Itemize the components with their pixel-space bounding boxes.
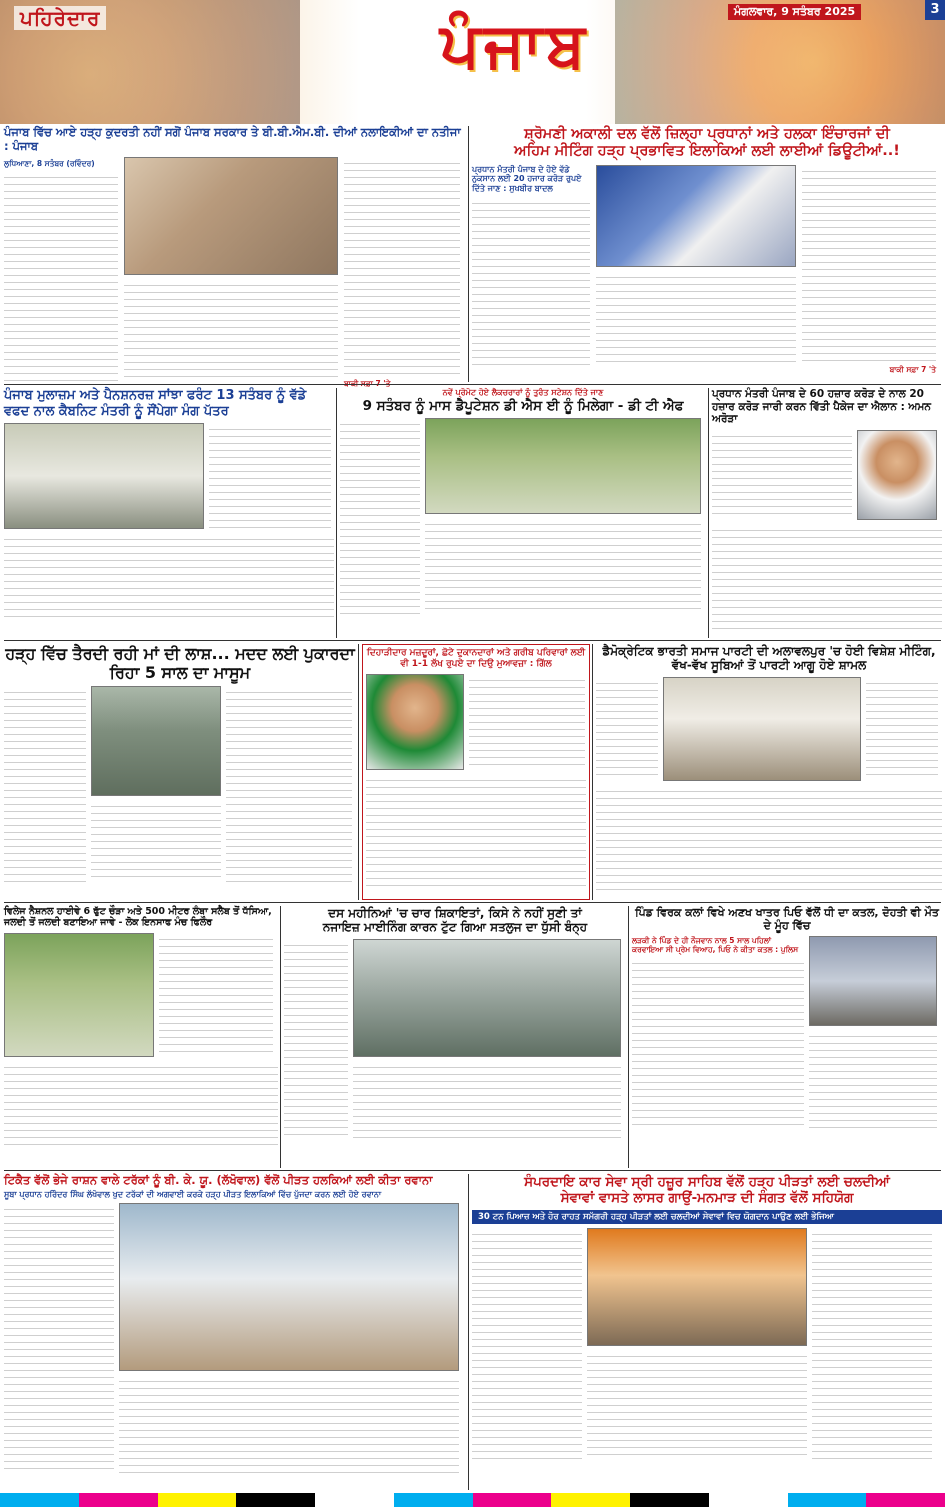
story-headline-line1: ਸੰਪਰਦਾਇ ਕਾਰ ਸੇਵਾ ਸ੍ਰੀ ਹਜ਼ੂਰ ਸਾਹਿਬ ਵੱਲੋਂ ਹੜ੍ਹ ਪੀੜਤਾਂ ਲਈ ਚਲਦੀਆਂ [524, 1174, 890, 1190]
story-headline: ਦਿਹਾੜੀਦਾਰ ਮਜ਼ਦੂਰਾਂ, ਛੋਟੇ ਦੁਕਾਨਦਾਰਾਂ ਅਤੇ ਗਰੀਬ ਪਰਿਵਾਰਾਂ ਲਈ ਵੀ 1-1 ਲੱਖ ਰੁਪਏ ਦਾ ਦਿਉ ਮੁਆਵਜ਼ਾ : ਗਿੱਲ [366, 648, 586, 669]
story-photo [91, 686, 221, 796]
body-text-placeholder [596, 677, 658, 781]
story-headline-line2: ਅਹਿਮ ਮੀਟਿੰਗ ਹੜ੍ਹ ਪ੍ਰਭਾਵਿਤ ਇਲਾਕਿਆਂ ਲਈ ਲਾਈਆਂ ਡਿਊਟੀਆਂ..! [514, 143, 900, 160]
body-text-placeholder [344, 157, 460, 379]
story-photo [425, 418, 701, 514]
story-subhead: ਸੂਬਾ ਪ੍ਰਧਾਨ ਹਰਿੰਦਰ ਸਿੰਘ ਲੱਖੋਵਾਲ ਖੁਦ ਟਰੱਕਾਂ ਦੀ ਅਗਵਾਈ ਕਰਕੇ ਹੜ੍ਹ ਪੀੜਤ ਇਲਾਕਿਆਂ ਵਿੱਚ ਪੁੱਜਦਾ ਕਰਨ ਲਈ ਹੋਏ ਰਵਾਨਾ [4, 1189, 382, 1199]
masthead [0, 0, 945, 124]
story-employees-front [4, 388, 334, 638]
story-gill-compensation [362, 644, 590, 900]
story-bku-trucks [4, 1174, 466, 1490]
body-text-placeholder [159, 933, 273, 1057]
story-photo [353, 939, 621, 1057]
story-photo [587, 1228, 807, 1346]
body-text-placeholder [4, 686, 86, 882]
story-photo [124, 157, 338, 275]
body-text-placeholder [587, 1350, 807, 1460]
row-divider [4, 902, 941, 903]
body-text-placeholder [91, 800, 221, 882]
body-text-placeholder [472, 1228, 582, 1460]
story-akali-dal-meeting [472, 126, 942, 382]
body-text-placeholder [469, 674, 585, 770]
body-text-placeholder [632, 957, 804, 1127]
body-text-placeholder [226, 686, 352, 882]
story-highway-collapse [4, 906, 278, 1168]
story-headline-line1: ਦਸ ਮਹੀਨਿਆਂ 'ਚ ਚਾਰ ਸ਼ਿਕਾਇਤਾਂ, ਕਿਸੇ ਨੇ ਨਹੀਂ ਸੁਣੀ ਤਾਂ [328, 906, 582, 920]
column-divider [468, 1174, 469, 1490]
issue-date: ਮੰਗਲਵਾਰ, 9 ਸਤੰਬਰ 2025 [728, 4, 861, 20]
story-headline: ਪ੍ਰਧਾਨ ਮੰਤਰੀ ਪੰਜਾਬ ਦੇ 60 ਹਜ਼ਾਰ ਕਰੋੜ ਦੇ ਨਾਲ 20 ਹਜ਼ਾਰ ਕਰੋੜ ਜਾਰੀ ਕਰਨ ਵਿੱਤੀ ਪੈਕੇਜ ਦਾ ਐਲਾਨ : ਅਮਨ ਅਰੋੜਾ [712, 388, 931, 426]
body-text-placeholder [4, 1061, 278, 1147]
body-text-placeholder [596, 785, 942, 893]
story-subhead: ਪ੍ਰਧਾਨ ਮੰਤਰੀ ਪੰਜਾਬ ਦੇ ਹੋਏ ਵੱਡੇ ਨੁਕਸਾਨ ਲਈ 20 ਹਜਾਰ ਕਰੋੜ ਰੁਪਏ ਦਿੱਤੇ ਜਾਣ : ਸੁਖਬੀਰ ਬਾਦਲ [472, 164, 582, 193]
continued-label: ਬਾਕੀ ਸਫ਼ਾ 7 'ਤੇ [889, 364, 936, 374]
body-text-placeholder [809, 1030, 937, 1130]
story-headline: ਪਿੰਡ ਵਿਰਕ ਕਲਾਂ ਵਿਖੇ ਅਣਖ ਖਾਤਰ ਪਿਓ ਵੱਲੋਂ ਧੀ ਦਾ ਕਤਲ, ਦੋਹਤੀ ਵੀ ਮੌਤ ਦੇ ਮੂੰਹ ਵਿੱਚ [635, 906, 939, 933]
row-divider [4, 1170, 941, 1171]
column-divider [708, 388, 709, 638]
body-text-placeholder [340, 418, 420, 614]
story-photo [4, 933, 154, 1057]
column-divider [592, 644, 593, 900]
body-text-placeholder [472, 197, 590, 367]
body-text-placeholder [866, 677, 938, 781]
body-text-placeholder [425, 518, 701, 614]
body-text-placeholder [4, 533, 334, 621]
column-divider [336, 388, 337, 638]
story-dateline: ਲੁਧਿਆਣਾ, 8 ਸਤੰਬਰ (ਰਵਿੰਦਰ) [4, 158, 95, 168]
row-divider [4, 640, 941, 641]
story-headline: ਪੰਜਾਬ ਮੁਲਾਜ਼ਮ ਅਤੇ ਪੈਨਸ਼ਨਰਜ਼ ਸਾਂਝਾ ਫਰੰਟ 13 ਸਤੰਬਰ ਨੂੰ ਵੱਡੇ ਵਫਦ ਨਾਲ ਕੈਬਨਿਟ ਮੰਤਰੀ ਨੂੰ ਸੌਂਪੇਗਾ ਮੰਗ ਪੱਤਰ [4, 388, 307, 419]
story-photo [4, 423, 204, 529]
story-subhead: ਲੜਕੀ ਨੇ ਪਿੰਡ ਦੇ ਹੀ ਨੌਜਵਾਨ ਨਾਲ 5 ਸਾਲ ਪਹਿਲਾਂ ਕਰਵਾਇਆ ਸੀ ਪ੍ਰੇਮ ਵਿਆਹ, ਪਿਓ ਨੇ ਕੀਤਾ ਕਤਲ : ਪੁਲਿਸ [632, 936, 799, 955]
body-text-placeholder [209, 423, 331, 529]
story-flood-bbmb [4, 126, 466, 382]
story-headline-line1: ਸ਼੍ਰੋਮਣੀ ਅਕਾਲੀ ਦਲ ਵੱਲੋਂ ਜ਼ਿਲ੍ਹਾ ਪ੍ਰਧਾਨਾਂ ਅਤੇ ਹਲਕਾ ਇੰਚਾਰਜਾਂ ਦੀ [524, 126, 890, 142]
story-illegal-mining [284, 906, 626, 1168]
story-banner: 30 ਟਨ ਪਿਆਜ਼ ਅਤੇ ਹੋਰ ਰਾਹਤ ਸਮੱਗਰੀ ਹੜ੍ਹ ਪੀੜਤਾਂ ਲਈ ਚਲਦੀਆਂ ਸੇਵਾਵਾਂ ਵਿਚ ਯੋਗਦਾਨ ਪਾਉਣ ਲਈ ਭੇਜਿਆ [472, 1210, 942, 1224]
story-headline-line2: ਨਜਾਇਜ਼ ਮਾਈਨਿੰਗ ਕਾਰਨ ਟੁੱਟ ਗਿਆ ਸਤਲੁਜ ਦਾ ਧੁੱਸੀ ਬੰਨ੍ਹ [322, 920, 588, 935]
story-headline: ਡੈਮੋਕ੍ਰੇਟਿਕ ਭਾਰਤੀ ਸਮਾਜ ਪਾਰਟੀ ਦੀ ਅਲਾਵਲਪੁਰ 'ਚ ਹੋਈ ਵਿਸ਼ੇਸ਼ ਮੀਟਿੰਗ, ਵੱਖ-ਵੱਖ ਸੂਬਿਆਂ ਤੋਂ ਪਾਰਟੀ ਆਗੂ ਹੋਏ ਸ਼ਾਮਲ [602, 644, 936, 673]
story-kicker: ਨਵੇਂ ਪ੍ਰੋਮੋਟ ਹੋਏ ਲੈਕਚਰਾਰਾਂ ਨੂੰ ਤੁਰੰਤ ਸਟੇਸ਼ਨ ਦਿੱਤੇ ਜਾਣ [442, 388, 604, 397]
story-photo [663, 677, 861, 781]
story-democratic-party-meeting [596, 644, 942, 900]
story-photo [809, 936, 937, 1026]
row-divider [4, 384, 941, 385]
column-divider [358, 644, 359, 900]
body-text-placeholder [596, 271, 796, 365]
body-text-placeholder [366, 774, 586, 890]
story-column [4, 157, 118, 389]
story-column [344, 157, 460, 389]
story-headline: ਪੰਜਾਬ ਵਿੱਚ ਆਏ ਹੜ੍ਹ ਕੁਦਰਤੀ ਨਹੀਂ ਸਗੋਂ ਪੰਜਾਬ ਸਰਕਾਰ ਤੇ ਬੀ.ਬੀ.ਐਮ.ਬੀ. ਦੀਆਂ ਨਲਾਇਕੀਆਂ ਦਾ ਨਤੀਜਾ : ਪੰਜਾਬ [4, 125, 461, 153]
body-text-placeholder [124, 279, 338, 383]
print-registration-bar [0, 1493, 945, 1507]
column-divider [628, 906, 629, 1168]
portrait-photo [366, 674, 464, 770]
body-text-placeholder [284, 939, 348, 1139]
body-text-placeholder [4, 171, 118, 383]
body-text-placeholder [4, 1203, 114, 1473]
page-number: 3 [925, 0, 945, 20]
body-text-placeholder [712, 430, 852, 520]
body-text-placeholder [353, 1061, 621, 1139]
story-photo [119, 1203, 459, 1371]
story-flood-mother [4, 644, 356, 900]
story-photos [124, 157, 338, 389]
story-dtf-deputation [340, 388, 706, 638]
column-divider [468, 126, 469, 382]
column-divider [280, 906, 281, 1168]
story-headline: ਟਿਕੈਤ ਵੱਲੋਂ ਭੇਜੇ ਰਾਸ਼ਨ ਵਾਲੇ ਟਰੱਕਾਂ ਨੂੰ ਬੀ. ਕੇ. ਯੂ. (ਲੱਖੋਵਾਲ) ਵੱਲੋਂ ਪੀੜਤ ਹਲਕਿਆਂ ਲਈ ਕੀਤਾ ਰਵਾਨਾ [4, 1173, 433, 1187]
story-headline: ਹੜ੍ਹ ਵਿੱਚ ਤੈਰਦੀ ਰਹੀ ਮਾਂ ਦੀ ਲਾਸ਼... ਮਦਦ ਲਈ ਪੁਕਾਰਦਾ ਰਿਹਾ 5 ਸਾਲ ਦਾ ਮਾਸੂਮ [5, 644, 355, 683]
body-text-placeholder [712, 524, 942, 634]
body-text-placeholder [812, 1228, 932, 1460]
story-headline: ਵਿਲੇਜ ਨੈਸ਼ਨਲ ਹਾਈਵੇ 6 ਫੁੱਟ ਚੌੜਾ ਅਤੇ 500 ਮੀਟਰ ਲੰਬਾ ਸਲੈਬ ਤੋਂ ਧੱਸਿਆ, ਜਲਦੀ ਤੋਂ ਜਲਦੀ ਬਣਾਇਆ ਜਾਵੇ - ਲੋਕ ਇਨਸਾਫ ਮੰਚ ਫਿਲੌਰ [4, 906, 272, 929]
body-text-placeholder [802, 165, 936, 365]
story-kar-sewa-hazur-sahib [472, 1174, 942, 1490]
story-honour-killing [632, 906, 942, 1168]
story-headline-line2: ਸੇਵਾਵਾਂ ਵਾਸਤੇ ਲਾਸਰ ਗਾਉਂ-ਮਨਮਾੜ ਦੀ ਸੰਗਤ ਵੱਲੋਂ ਸਹਿਯੋਗ [560, 1190, 854, 1207]
story-headline: 9 ਸਤੰਬਰ ਨੂੰ ਮਾਸ ਡੈਪੂਟੇਸ਼ਨ ਡੀ ਐਸ ਈ ਨੂੰ ਮਿਲੇਗਾ - ਡੀ ਟੀ ਐਫ [362, 398, 684, 414]
portrait-photo [857, 430, 937, 520]
story-aman-arora [712, 388, 942, 638]
body-text-placeholder [119, 1375, 459, 1473]
paper-name: ਪਹਿਰੇਦਾਰ [14, 6, 106, 30]
story-photo [596, 165, 796, 267]
section-title: ਪੰਜਾਬ [440, 8, 589, 81]
